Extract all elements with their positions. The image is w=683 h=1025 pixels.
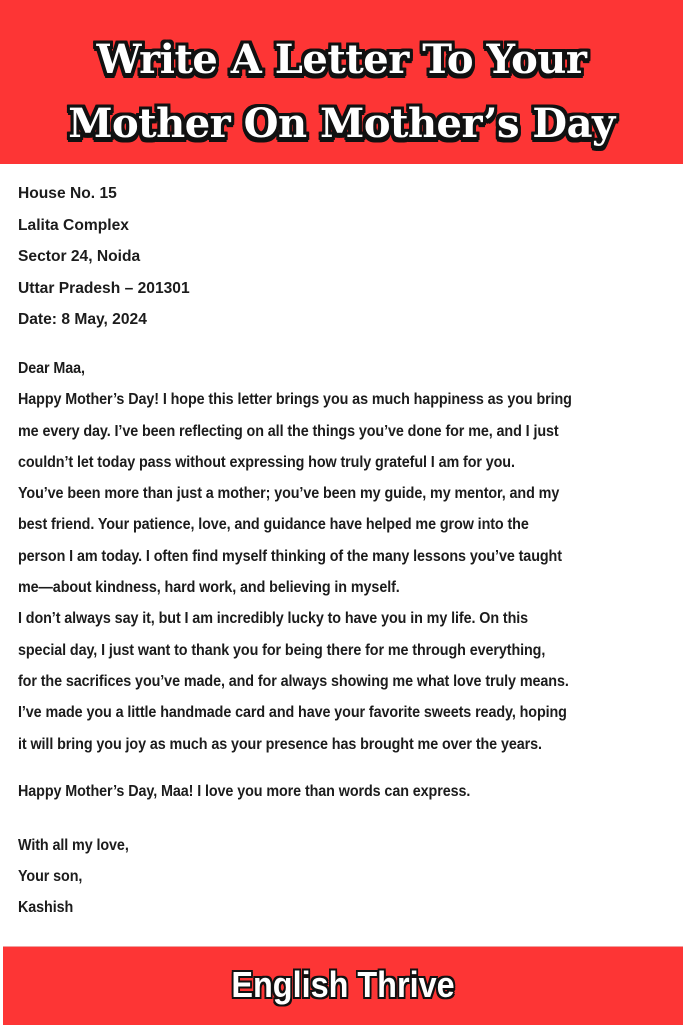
sign-off-line: Your son,	[18, 868, 83, 885]
body-line: me every day. I’ve been reflecting on all the things you’ve done for me, and I just	[18, 423, 559, 440]
body-line: I don’t always say it, but I am incredibly lucky to have you in my life. On this	[18, 610, 529, 627]
footer-banner	[3, 946, 683, 1025]
body-line: couldn’t let today pass without expressing how truly grateful I am for you.	[18, 454, 515, 471]
letter-date: Date: 8 May, 2024	[18, 311, 147, 328]
page-title-line-1: Write A Letter To Your	[96, 36, 587, 83]
signature-name: Kashish	[18, 899, 74, 916]
body-line: Happy Mother’s Day! I hope this letter brings you as much happiness as you bring	[18, 391, 572, 408]
page-title-line-2: Mother On Mother’s Day	[68, 100, 615, 147]
address-line-state: Uttar Pradesh – 201301	[18, 280, 190, 297]
brand-name: English Thrive	[231, 964, 455, 1005]
address-line-sector: Sector 24, Noida	[18, 248, 141, 265]
body-line: person I am today. I often find myself thinking of the many lessons you’ve taught	[18, 548, 562, 565]
header-banner	[0, 0, 683, 164]
sign-off-line: With all my love,	[18, 837, 129, 854]
address-line-house: House No. 15	[18, 185, 117, 202]
body-line: it will bring you joy as much as your presence has brought me over the years.	[18, 736, 542, 753]
body-line: for the sacrifices you’ve made, and for always showing me what love truly means.	[18, 673, 569, 690]
body-line: best friend. Your patience, love, and guidance have helped me grow into the	[18, 516, 529, 533]
closing-message: Happy Mother’s Day, Maa! I love you more than words can express.	[18, 783, 471, 800]
body-line: You’ve been more than just a mother; you’ve been my guide, my mentor, and my	[18, 485, 560, 502]
salutation: Dear Maa,	[18, 360, 85, 377]
address-line-complex: Lalita Complex	[18, 217, 129, 234]
body-line: I’ve made you a little handmade card and have your favorite sweets ready, hoping	[18, 704, 567, 721]
body-line: special day, I just want to thank you for being there for me through everything,	[18, 642, 546, 659]
body-line: me—about kindness, hard work, and believing in myself.	[18, 579, 400, 596]
